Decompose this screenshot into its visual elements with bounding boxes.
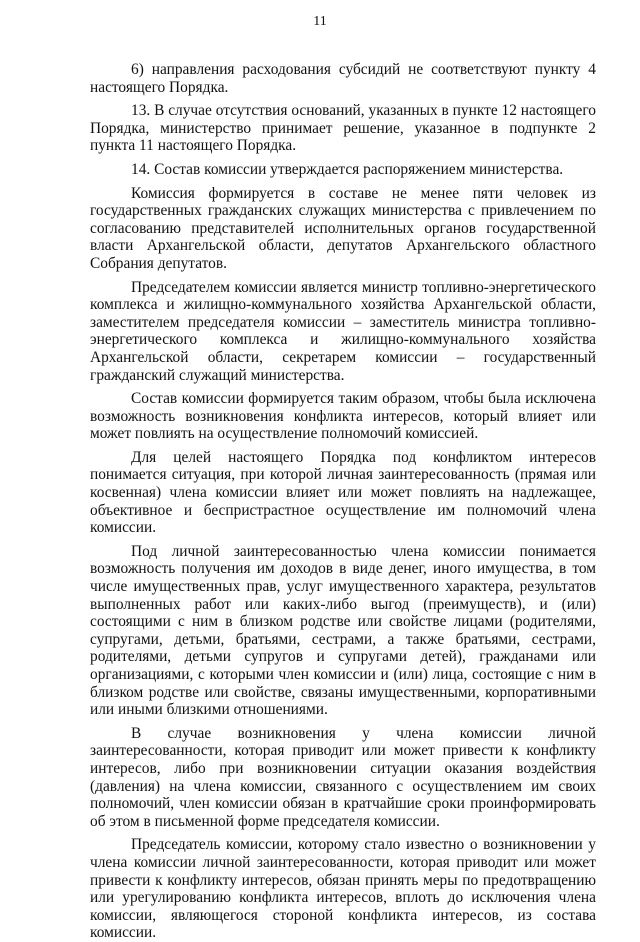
page-number: 11 — [313, 14, 327, 29]
document-body — [90, 61, 596, 942]
paragraph-conflict-exclusion: Состав комиссии формируется таким образом, чтобы была исключена возможность возникновения конфликта интересов, который влияет или может повлиять на осуществление полномочий комиссией. — [90, 390, 596, 443]
paragraph-14: 14. Состав комиссии утверждается распоряжением министерства. — [131, 160, 564, 178]
paragraph-chair-measures: Председатель комиссии, которому стало известно о возникновении у члена комиссии личной заинтересованности, которая приводит или может привести к конфликту интересов, обязан принять меры по предотвращению или урегулированию конфликта интересов, вплоть до исключения члена комиссии, являющегося стороной конфликта интересов, из состава комиссии. — [90, 836, 596, 942]
paragraph-item-6: 6) направления расходования субсидий не соответствуют пункту 4 настоящего Порядка. — [90, 61, 596, 96]
paragraph-13: 13. В случае отсутствия оснований, указанных в пункте 12 настоящего Порядка, министерство принимает решение, указанное в подпункте 2 пункта 11 настоящего Порядка. — [90, 102, 596, 155]
paragraph-member-notification: В случае возникновения у члена комиссии личной заинтересованности, которая приводит или может привести к конфликту интересов, либо при возникновении ситуации оказания воздействия (давления) на члена комиссии, связанного с осуществлением им своих полномочий, член комиссии обязан в кратчайшие сроки проинформировать об этом в письменной форме председателя комиссии. — [90, 724, 596, 830]
paragraph-commission-chair: Председателем комиссии является министр топливно-энергетического комплекса и жилищно-коммунального хозяйства Архангельской области, заместителем председателя комиссии – заместитель министра топливно-энергетического комплекса и жилищно-коммунального хозяйства Архангельской области, секретарем комиссии – государственный гражданский служащий министерства. — [90, 278, 596, 384]
paragraph-commission-composition: Комиссия формируется в составе не менее пяти человек из государственных гражданских служащих министерства с привлечением по согласованию представителей исполнительных органов государственной власти Архангельской области, депутатов Архангельского областного Собрания депутатов. — [90, 184, 596, 272]
paragraph-conflict-definition: Для целей настоящего Порядка под конфликтом интересов понимается ситуация, при которой личная заинтересованность (прямая или косвенная) члена комиссии влияет или может повлиять на надлежащее, объективное и беспристрастное осуществление им полномочий члена комиссии. — [90, 448, 596, 537]
paragraph-personal-interest-definition: Под личной заинтересованностью члена комиссии понимается возможность получения им доходов в виде денег, иного имущества, в том числе имущественных прав, услуг имущественного характера, результатов выполненных работ или каких-либо выгод (преимуществ), и (или) состоящими с ним в близком родстве или свойстве лицами (родителями, супругами, детьми, братьями, сестрами, а также братьями, сестрами, родителями, детьми супругов и супругами детей), гражданами или организациями, с которыми член комиссии и (или) лица, состоящие с ним в близком родстве или свойстве, связаны имущественными, корпоративными или иными близкими отношениями. — [90, 542, 596, 719]
